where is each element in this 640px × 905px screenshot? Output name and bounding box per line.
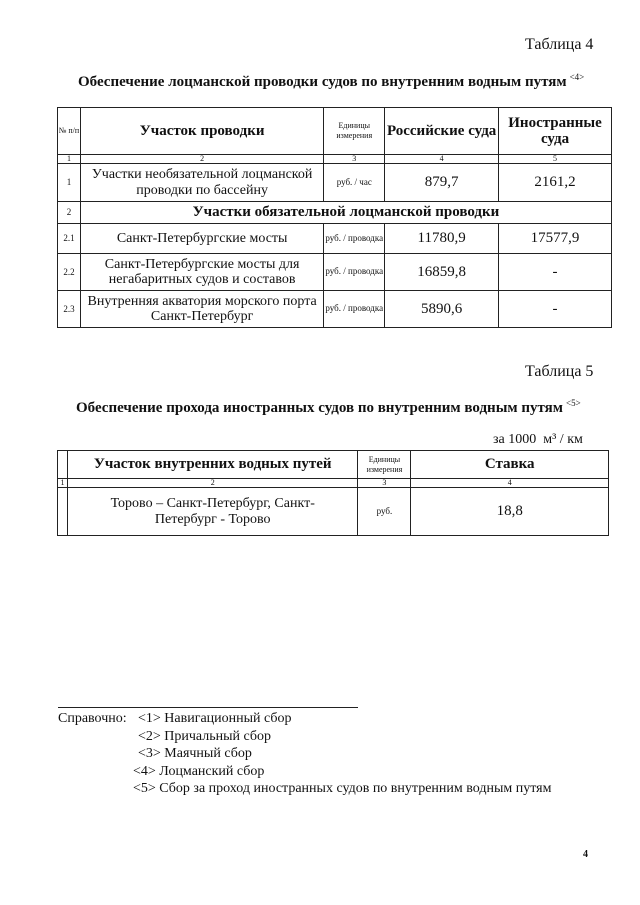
table-row [58,488,609,536]
row-russian: 11780,9 [385,224,499,254]
table4-title-text: Обеспечение лоцманской проводки судов по внутренним водным путям [78,74,567,90]
row-name: Внутренняя акватория морского порта Санкт-Петербург [80,291,323,328]
table4-caption: Таблица 4 [525,36,594,53]
row-unit: руб. / проводка [324,254,385,291]
table-row [58,224,612,254]
table-row [58,254,612,291]
colnum-2: 2 [67,479,357,488]
row-foreign: 2161,2 [499,164,612,202]
reference-label: Справочно: [58,711,127,726]
table4 [57,107,612,328]
reference-item-5: <5> Сбор за проход иностранных судов по внутренним водным путям [133,781,552,796]
colnum-3: 3 [324,155,385,164]
group-label: Участки обязательной лоцманской проводки [80,202,611,224]
table5-title [76,398,581,417]
table4-title [78,72,584,91]
row-no: 1 [58,164,81,202]
row-name: Торово – Санкт-Петербург, Санкт-Петербург - Торово [67,488,357,536]
row-russian: 16859,8 [385,254,499,291]
header-no-empty [58,451,68,479]
header-section: Участок внутренних водных путей [67,451,357,479]
row-unit: руб. / проводка [324,291,385,328]
reference-item-1: <1> Навигационный сбор [138,711,292,726]
row-no: 2.2 [58,254,81,291]
header-foreign: Иностранные суда [499,108,612,155]
row-unit: руб. [358,488,411,536]
row-name: Санкт-Петербургские мосты для негабаритных судов и составов [80,254,323,291]
reference-item-3: <3> Маячный сбор [138,746,252,761]
row-foreign: - [499,254,612,291]
header-unit: Единицы измерения [324,108,385,155]
header-rate: Ставка [411,451,609,479]
table-row [58,164,612,202]
table5 [57,450,609,536]
row-russian: 5890,6 [385,291,499,328]
colnum-4: 4 [411,479,609,488]
header-no: № п/п [58,108,81,155]
footnote-divider [58,707,358,708]
header-section: Участок проводки [80,108,323,155]
table5-caption: Таблица 5 [525,363,594,380]
table5-title-text: Обеспечение прохода иностранных судов по внутренним водным путям [76,400,564,416]
row-foreign: 17577,9 [499,224,612,254]
colnum-4: 4 [385,155,499,164]
table5-header-row [58,451,609,479]
header-russian: Российские суда [385,108,499,155]
page-number: 4 [583,849,588,860]
row-unit: руб. / проводка [324,224,385,254]
header-unit: Единицы измерения [358,451,411,479]
colnum-2: 2 [80,155,323,164]
table4-header-row [58,108,612,155]
row-no [58,488,68,536]
colnum-1: 1 [58,155,81,164]
table4-colnum-row [58,155,612,164]
row-name: Участки необязательной лоцманской проводки по бассейну [80,164,323,202]
table5-colnum-row [58,479,609,488]
table5-unit-note: за 1000 м³ / км [493,432,583,447]
row-foreign: - [499,291,612,328]
colnum-5: 5 [499,155,612,164]
reference-item-4: <4> Лоцманский сбор [133,764,265,779]
row-no: 2.1 [58,224,81,254]
table5-title-mark: <5> [566,398,581,408]
colnum-1: 1 [58,479,68,488]
row-rate: 18,8 [411,488,609,536]
row-russian: 879,7 [385,164,499,202]
table4-title-mark: <4> [569,72,585,82]
table-row [58,291,612,328]
table4-group-row [58,202,612,224]
row-name: Санкт-Петербургские мосты [80,224,323,254]
reference-item-2: <2> Причальный сбор [138,729,272,744]
group-no: 2 [58,202,81,224]
row-no: 2.3 [58,291,81,328]
row-unit: руб. / час [324,164,385,202]
colnum-3: 3 [358,479,411,488]
